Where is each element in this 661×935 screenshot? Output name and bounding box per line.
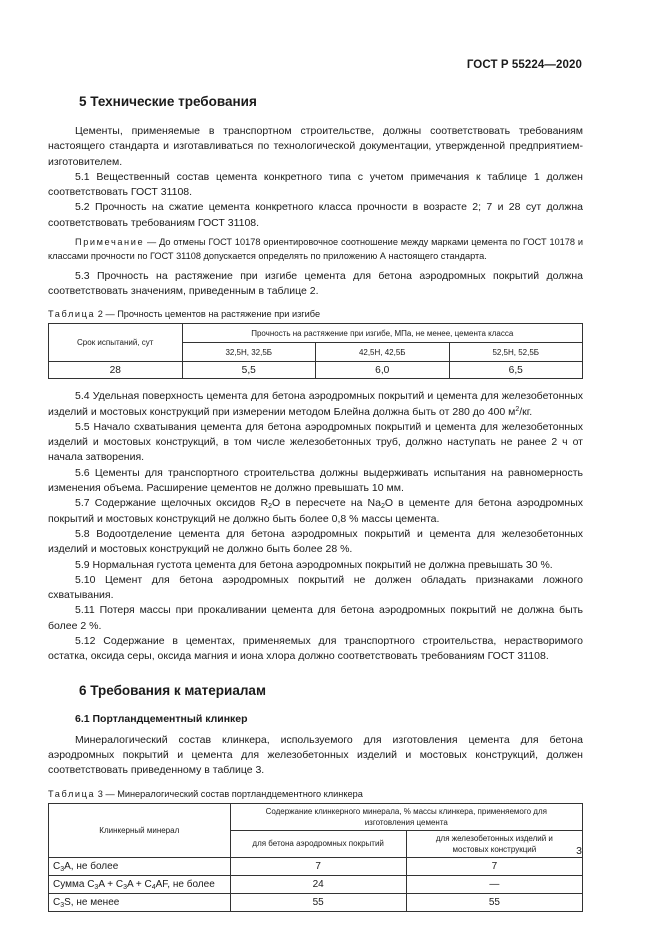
clause-5-4 <box>48 389 583 420</box>
table-row <box>49 857 583 875</box>
table-3-cell-mineral <box>49 893 231 911</box>
clause-5-7-text: 5.7 Содержание щелочных оксидов R <box>75 497 269 510</box>
mineral-text: C <box>53 896 61 908</box>
table-row <box>49 893 583 911</box>
clause-5-7 <box>48 496 583 527</box>
mineral-text: Сумма C <box>53 878 95 890</box>
table-2-header-class: 32,5Н, 32,5Б <box>182 343 316 362</box>
table-row <box>49 362 583 379</box>
table-3-cell-airfield: 55 <box>230 893 406 911</box>
table-3-caption-text: 3 — Минералогический состав портландцементного клинкера <box>95 788 363 799</box>
clause-5-7-sub: 2 <box>380 503 385 511</box>
table-3-caption <box>48 789 583 799</box>
clause-5-4-unit: /кг. <box>519 405 533 418</box>
mineral-text: AF, не более <box>155 878 215 890</box>
table-row <box>49 875 583 893</box>
mineral-text: A + C <box>98 878 124 890</box>
mineral-text: A + C <box>126 878 152 890</box>
mineral-text: C <box>53 860 61 872</box>
table-2-cell-value: 5,5 <box>182 362 316 379</box>
mineral-sub: 4 <box>151 883 156 891</box>
mineral-text: A, не более <box>64 860 119 872</box>
note-text: — До отмены ГОСТ 10178 ориентировочное соотношение между марками цемента по ГОСТ 10178 и классами прочности по ГОСТ 31108 допускается определять по приложению А настоящего стандарта. <box>48 237 583 261</box>
table-2-caption-text: 2 — Прочность цементов на растяжение при изгибе <box>95 309 321 320</box>
section-6-title: 6 Требования к материалам <box>79 682 266 698</box>
table-3-cell-airfield: 7 <box>230 857 406 875</box>
section-5-intro: Цементы, применяемые в транспортном строительстве, должны соответствовать требованиям настоящего стандарта и изготавливаться по технологической документации, утвержденной предприятием-изготовителем. <box>48 125 583 168</box>
table-2 <box>48 323 583 379</box>
table-2-cell-value: 6,5 <box>449 362 583 379</box>
page-content <box>48 86 583 916</box>
table-3-cell-rc: 7 <box>406 857 582 875</box>
mineral-sub: 3 <box>123 883 127 891</box>
clause-5-7-text: O в пересчете на Na <box>271 497 381 510</box>
table-3-header-group: Содержание клинкерного минерала, % массы клинкера, применяемого для изготовления цемента <box>230 803 582 830</box>
section-5-title: 5 Технические требования <box>79 94 257 109</box>
clause-5-10: 5.10 Цемент для бетона аэродромных покрытий не должен обладать признаками ложного схватывания. <box>48 573 583 602</box>
table-2-cell-value: 6,0 <box>316 362 450 379</box>
mineral-sub: 3 <box>60 865 65 873</box>
clause-5-1: 5.1 Вещественный состав цемента конкретного типа с учетом примечания к таблице 1 должен соответствовать ГОСТ 31108. <box>48 170 583 199</box>
table-2-header-class: 42,5Н, 42,5Б <box>316 343 450 362</box>
mineral-sub: 3 <box>60 901 65 909</box>
table-2-cell-term: 28 <box>49 362 183 379</box>
table-3-header-mineral: Клинкерный минерал <box>49 803 231 857</box>
note-label: Примечание <box>75 237 145 248</box>
note-5-2 <box>48 236 583 264</box>
mineral-text: S, не менее <box>64 896 120 908</box>
clause-5-8: 5.8 Водоотделение цемента для бетона аэродромных покрытий и цемента для железобетонных изделий и мостовых конструкций не должно быть более 28 %. <box>48 527 583 556</box>
table-2-caption-label: Таблица <box>48 309 96 320</box>
table-3-cell-mineral <box>49 857 231 875</box>
table-3-caption-label: Таблица <box>48 788 96 799</box>
table-2-caption <box>48 309 583 319</box>
clause-5-9: 5.9 Нормальная густота цемента для бетона аэродромных покрытий не должна превышать 30 %. <box>75 558 553 571</box>
page-number: 3 <box>576 845 582 857</box>
mineral-sub: 3 <box>94 883 99 891</box>
table-3-cell-rc: — <box>406 875 582 893</box>
clause-6-1-text: Минералогический состав клинкера, используемого для изготовления цемента для бетона аэродромных покрытий и цемента для железобетонных изделий и мостовых конструкций, должен соответствовать приведенному в таблице 3. <box>48 733 583 777</box>
clause-5-12: 5.12 Содержание в цементах, применяемых для транспортного строительства, нерастворимого остатка, оксида серы, оксида магния и иона хлора должно соответствовать требованиям ГОСТ 31108. <box>48 635 583 663</box>
subsection-6-1-title: 6.1 Портландцементный клинкер <box>75 712 248 725</box>
table-3-header-rc: для железобетонных изделий и мостовых конструкций <box>406 830 582 857</box>
clause-5-6: 5.6 Цементы для транспортного строительства должны выдерживать испытания на равномерность изменения объема. Расширение цементов не должно превышать 10 мм. <box>48 466 583 495</box>
clause-5-11: 5.11 Потеря массы при прокаливании цемента для бетона аэродромных покрытий не должна быть более 2 %. <box>48 604 583 632</box>
table-3-cell-mineral <box>49 875 231 893</box>
clause-5-4-text: 5.4 Удельная поверхность цемента для бетона аэродромных покрытий и цемента для железобетонных изделий и мостовых конструкций при измерении методом Блейна должна быть от 280 до 400 м <box>48 390 583 418</box>
clause-5-3: 5.3 Прочность на растяжение при изгибе цемента для бетона аэродромных покрытий должна соответствовать значениям, приведенным в таблице 2. <box>48 269 583 297</box>
clause-5-5: 5.5 Начало схватывания цемента для бетона аэродромных покрытий и цемента для железобетонных изделий и мостовых конструкций, в том числе железобетонных труб, должно наступать не ранее 2 ч от начала затворения. <box>48 420 583 464</box>
table-3 <box>48 803 583 912</box>
table-3-cell-rc: 55 <box>406 893 582 911</box>
table-2-header-class: 52,5Н, 52,5Б <box>449 343 583 362</box>
table-2-header-group: Прочность на растяжение при изгибе, МПа, не менее, цемента класса <box>182 324 583 343</box>
table-2-header-term: Срок испытаний, сут <box>49 324 183 362</box>
clause-5-2: 5.2 Прочность на сжатие цемента конкретного класса прочности в возрасте 2; 7 и 28 сут должна соответствовать требованиям ГОСТ 31108. <box>48 201 583 229</box>
clause-5-7-sub: 2 <box>268 503 272 511</box>
clause-5-7-text: O в цементе для бетона аэродромных покрытий и мостовых конструкций не должно быть более 0,8 % массы цемента. <box>48 497 583 525</box>
document-id: ГОСТ Р 55224—2020 <box>466 59 582 71</box>
table-3-cell-airfield: 24 <box>230 875 406 893</box>
table-3-header-airfield: для бетона аэродромных покрытий <box>230 830 406 857</box>
clause-5-4-sup: 2 <box>515 405 520 413</box>
